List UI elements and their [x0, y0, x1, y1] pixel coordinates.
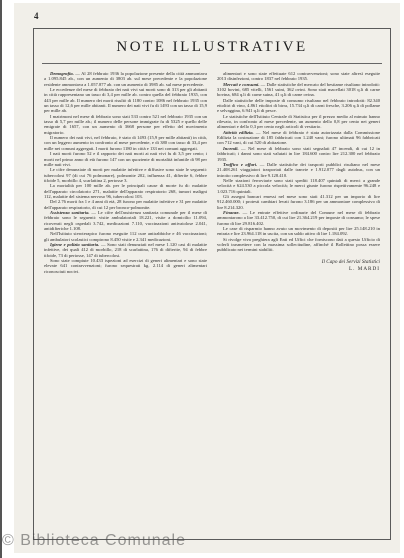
section-heading: Traffico e affari.: [223, 161, 258, 167]
paragraph: [217, 194, 380, 210]
paragraph: [44, 167, 207, 183]
section-heading: Incendi.: [223, 145, 239, 151]
section-heading: Assistenza sanitaria.: [50, 209, 90, 215]
paragraph: [44, 135, 207, 151]
paragraph-text: Del 2.76 morti fra 1 e 4 anni di età, 28 furono per malattie infettive e 31 per malattie dell'apparato respiratorio, di cui 12 per bronco-polmonite.: [44, 199, 207, 210]
paragraph: [217, 71, 380, 82]
paragraph-text: Dalle statistiche delle imposte di consumo risultano nel febbraio introdotti: 82.340 ettolitri di vino, 4.861 ettolitri di birra, 15.734 q.li di carni fresche, 3.206 q.li di pollame e selvaggina, 6.941 q.li di pesce.: [217, 97, 380, 114]
text-frame: [33, 28, 391, 540]
paragraph-text: Si rivolge viva preghiera agli Enti ed Uffici che forniscono dati a questo Ufficio di volerli trasmettere con la massima sollecitudine, affinché il Bollettino possa essere pubblicato nei termini stabiliti.: [217, 236, 380, 253]
page-number: 4: [34, 11, 39, 21]
left-column: [44, 71, 207, 533]
paragraph: [44, 242, 207, 258]
run-in-heading: Demografia.: [50, 71, 74, 76]
title-rule-right: [220, 63, 382, 64]
paragraph: [217, 237, 380, 253]
paragraph-text: — Nel mese di febbraio sono stati segnalati 47 incendi, di cui 12 in fabbricati; i danni sono stati valutati in lire 184.600 contro lire 212.300 nel febbraio 1935.: [217, 145, 380, 162]
paragraph: [44, 210, 207, 231]
title-rule-left: [42, 63, 200, 64]
signature-block: [217, 259, 380, 273]
paragraph-text: — Dalle statistiche del mercato del bestiame risultano introdotti: 3102 bovini, 685 vitelli, 1561 suini, 362 ovini. Sono stati macellati 3018 q.li di carne bovina, 684 q.li di carne suina, 41 q.li di carne ovina.: [217, 81, 380, 98]
paragraph: [44, 231, 207, 242]
paragraph: [217, 146, 380, 162]
paragraph: [44, 87, 207, 114]
paragraph: [217, 82, 380, 98]
section-heading: Finanze.: [223, 209, 240, 215]
right-column: [217, 71, 380, 533]
section-heading: Igiene e polizia sanitaria.: [50, 242, 100, 247]
paragraph-text: — Al 28 febbraio 1936 la popolazione presente della città ammontava a 1.095.845 ab., con un aumento di 3803 ab. sul mese precedente e la popolazione residente ammontava a 1.057.877 ab. con un aumento di 3985 ab. sul mese precedente.: [44, 71, 207, 87]
paragraph-text: Sono state compiute 10.433 ispezioni ad esercizi di generi alimentari e sono state elevate 641 contravvenzioni; furono sequestrati kg. 2.114 di generi alimentari riconosciuti nocivi.: [44, 258, 207, 274]
paragraph-text: Le statistiche dell'Istituto Centrale di Statistica per il prezzo medio al minuto hanno rilevato, in confronto al mese precedente, un aumento dello 0,8 per cento nei generi alimentari e dello 0,3 per cento negli articoli di vestiario.: [217, 113, 380, 130]
paragraph-text: Nell'Istituto sieroterapico furono eseguite 112 cure antirabbiche e 46 vaccinazioni; gli ambulatori scolastici compirono 8.450 visite e 2.341 medicazioni.: [44, 231, 207, 242]
paragraph: [217, 162, 380, 178]
paragraph-text: — Le entrate effettive ordinarie del Comune nel mese di febbraio ammontarono a lire 33.412.750, di cui lire 21.364.219 per imposte di consumo; le spese furono di lire 29.816.402.: [217, 209, 380, 226]
paragraph-text: Le cifre denunziate di morti per malattie infettive e diffusive sono state le seguenti: tubercolosi 97 (di cui 76 polmonare), polmonite 202, influenza 41, difterite 6, febbre tifoide 5, morbillo 4, scarlattina 2, pertosse 3.: [44, 167, 207, 183]
section-heading: Mercati e consumi.: [223, 81, 260, 87]
section-heading: Attività edilizia.: [223, 129, 254, 135]
paragraph-text: — Sono stati denunziati nel mese 1.120 casi di malattie infettive, dei quali 412 di morbillo, 218 di scarlattina, 176 di difterite, 94 di febbre tifoide, 73 di pertosse, 147 di tubercolosi.: [44, 242, 207, 258]
paragraph-text: Le eccedenze del mese di febbraio dei nati vivi sui morti sono di 313 per gli abitanti in città rappresentano un tasso di 3,4 per mille ab. contro quella del febbraio 1935, con 443 per mille ab. Il numero dei morti risultò di 1180 contro 1086 nel febbraio 1935 con un tasso di 12,6 per mille abitanti. Il numero dei nati vivi fu di 1493 con un tasso di 15,9 per mille ab.: [44, 87, 207, 114]
paragraph: [44, 258, 207, 274]
document-page: [14, 3, 400, 553]
paragraph-text: Nelle stazioni ferroviarie sono stati spediti 118.407 quintali di merci a grande velocità e 624.530 a piccola velocità; le merci giunte furono rispettivamente 96.248 e 1.023.716 quintali.: [217, 177, 380, 194]
library-watermark: © Biblioteca Comunale: [2, 532, 186, 549]
paragraph-text: — Le cifre dell'assistenza sanitaria comunale per il mese di febbraio sono le seguenti: visite ambulatoriali 18.221, visite a domicilio 11.094, ricoverati negli ospedali 3.742, medicazioni 7.110, vaccinazioni antivaiolose 2.041, antidifteriche 1.108.: [44, 209, 207, 231]
paragraph: [217, 130, 380, 146]
paragraph-text: — Dalle statistiche dei trasporti pubblici risultano nel mese 21.408.261 viaggiatori trasportati dalle tranvie e 1.912.077 dagli autobus, con un introito complessivo di lire 9.128.410.: [217, 161, 380, 178]
paragraph: [217, 210, 380, 226]
paragraph: [217, 98, 380, 114]
paragraph-text: Le case di risparmio hanno avuto un movimento di depositi per lire 25.148.210 in entrata e lire 23.964.118 in uscita, con un saldo attivo di lire 1.184.092.: [217, 225, 380, 237]
page-title: NOTE ILLUSTRATIVE: [116, 39, 308, 55]
paragraph-text: La mortalità per 100 mille ab. per le principali cause di morte fu di: malattie dell'apparato circolatorio 271, malattie dell'apparato respiratorio 268, tumori maligni 112, malattie del sistema nervoso 96, tubercolosi 103.: [44, 183, 207, 199]
paragraph: [44, 114, 207, 135]
scan-edge-bar: [0, 0, 2, 558]
paragraph-text: — Nel mese di febbraio è stata autorizzata dalla Commissione Edilizia la costruzione di 185 fabbricati con 1.240 vani; furono ultimati 96 fabbricati con 712 vani, di cui 520 di abitazione.: [217, 129, 380, 146]
paragraph: [44, 71, 207, 87]
paragraph-text: I nati morti furono 52 e il rapporto dei nati morti ai nati vivi fu di 3,5 per cento; i morti nel primo anno di età furono 147 con un quoziente di mortalità infantile di 98 per mille nati vivi.: [44, 151, 207, 167]
paragraph: [217, 114, 380, 130]
signature-role: Il Capo dei Servizi Statistici: [321, 258, 380, 265]
signature-name: L. MARDI: [348, 265, 380, 272]
paragraph-text: I matrimoni nel mese di febbraio sono stati 533 contro 521 nel febbraio 1935 con un tasso di 5,7 per mille ab.; il numero delle persone immigrate fu di 5325 e quello delle emigrate di 1657, con un aumento di 3668 persone per effetto del movimento migratorio.: [44, 113, 207, 135]
paragraph: [44, 151, 207, 167]
paragraph: [217, 178, 380, 194]
paragraph: [44, 183, 207, 199]
paragraph-text: Gli assegni bancari emessi nel mese sono stati 41.312 per un importo di lire 912.460.000; i protesti cambiari levati furono 3.186 per un ammontare complessivo di lire 8.214.320.: [217, 193, 380, 210]
paragraph-text: alimentari e sono state effettuate 612 contravvenzioni; sono state altresì eseguite 2013 disinfezioni, contro 1837 nel febbraio 1935.: [217, 71, 380, 82]
paragraph-text: Il numero dei nati vivi, nel febbraio, è stato di 1493 (15,9 per mille abitanti) in città, con un leggero aumento in confronto al mese precedente, e di 380 con tasso di 33,4 per mille nei comuni aggregati. I morti furono 1180 in città e 133 nei comuni aggregati.: [44, 135, 207, 151]
paragraph: [217, 226, 380, 237]
paragraph: [44, 199, 207, 210]
